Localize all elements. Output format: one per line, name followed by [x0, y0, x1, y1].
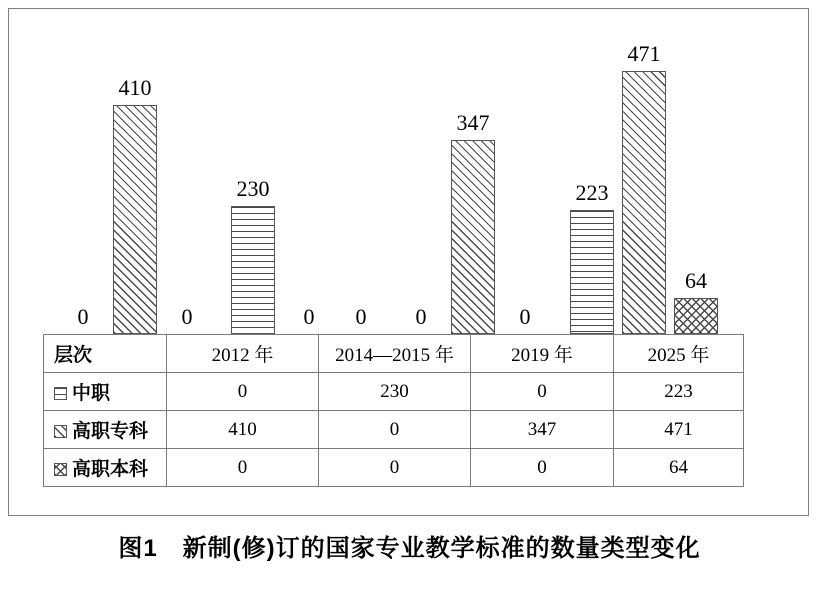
table-col-header-2012: 2012 年 — [167, 335, 319, 373]
legend-swatch-diagonal-lines-icon — [54, 425, 67, 438]
cell-gaozhi-zhuanke-2012: 410 — [167, 411, 319, 449]
bar-label-2014-gaozhi-benke: 0 — [355, 304, 367, 329]
bar-group-2014-2015 — [209, 9, 387, 334]
bar-label-2012-gaozhi-zhuanke: 410 — [118, 75, 152, 100]
legend-label-zhongzhi: 中职 — [72, 383, 111, 404]
table-corner-label: 层次 — [44, 335, 167, 373]
legend-swatch-horizontal-lines-icon — [54, 387, 67, 400]
bar-2012-gaozhi-zhuanke — [113, 105, 157, 334]
bar-label-2012-gaozhi-benke: 0 — [181, 304, 193, 329]
table-header-row — [44, 335, 744, 373]
bar-slot-2012-zhongzhi — [61, 9, 105, 334]
legend-swatch-crosshatch-icon — [54, 463, 67, 476]
cell-zhongzhi-2025: 223 — [614, 373, 744, 411]
table-col-header-2025: 2025 年 — [614, 335, 744, 373]
cell-gaozhi-benke-2019: 0 — [471, 449, 614, 487]
bar-label-2014-zhongzhi: 230 — [236, 176, 270, 201]
bar-group-2019 — [387, 9, 542, 334]
plot-area — [9, 9, 808, 334]
bar-2025-gaozhi-benke — [674, 298, 718, 334]
cell-gaozhi-benke-2012: 0 — [167, 449, 319, 487]
bar-2025-zhongzhi — [570, 210, 614, 334]
bar-slot-2012-gaozhi-benke — [165, 9, 209, 334]
table-row — [44, 373, 744, 411]
cell-gaozhi-zhuanke-2014-2015: 0 — [319, 411, 471, 449]
cell-zhongzhi-2019: 0 — [471, 373, 614, 411]
cell-gaozhi-zhuanke-2019: 347 — [471, 411, 614, 449]
cell-gaozhi-benke-2025: 64 — [614, 449, 744, 487]
bar-slot-2014-zhongzhi — [231, 9, 275, 334]
table-col-header-2019: 2019 年 — [471, 335, 614, 373]
data-table — [43, 334, 744, 487]
bar-slot-2019-gaozhi-zhuanke — [451, 9, 495, 334]
bar-label-2012-zhongzhi: 0 — [77, 304, 89, 329]
bar-label-2019-zhongzhi: 0 — [415, 304, 427, 329]
legend-row-zhongzhi — [44, 373, 167, 411]
table-col-header-2014-2015: 2014—2015 年 — [319, 335, 471, 373]
cell-gaozhi-benke-2014-2015: 0 — [319, 449, 471, 487]
table-row — [44, 411, 744, 449]
cell-gaozhi-zhuanke-2025: 471 — [614, 411, 744, 449]
bar-label-2025-gaozhi-zhuanke: 471 — [627, 41, 661, 66]
bar-label-2025-zhongzhi: 223 — [575, 180, 609, 205]
bar-group-2025 — [542, 9, 743, 334]
bar-2025-gaozhi-zhuanke — [622, 71, 666, 334]
figure-caption: 图1 新制(修)订的国家专业教学标准的数量类型变化 — [118, 535, 701, 562]
bar-label-2025-gaozhi-benke: 64 — [685, 268, 707, 293]
bar-label-2014-gaozhi-zhuanke: 0 — [303, 304, 315, 329]
cell-zhongzhi-2012: 0 — [167, 373, 319, 411]
bar-slot-2019-gaozhi-benke — [503, 9, 547, 334]
bar-group-2012 — [43, 9, 209, 334]
legend-row-gaozhi-zhuanke — [44, 411, 167, 449]
bar-slot-2014-gaozhi-zhuanke — [287, 9, 331, 334]
legend-label-gaozhi-zhuanke: 高职专科 — [72, 421, 149, 442]
table-row — [44, 449, 744, 487]
legend-label-gaozhi-benke: 高职本科 — [72, 459, 149, 480]
bar-label-2019-gaozhi-zhuanke: 347 — [456, 110, 490, 135]
bar-label-2019-gaozhi-benke: 0 — [519, 304, 531, 329]
bar-slot-2012-gaozhi-zhuanke — [113, 9, 157, 334]
chart-frame — [8, 8, 809, 516]
cell-zhongzhi-2014-2015: 230 — [319, 373, 471, 411]
bar-slot-2025-gaozhi-benke — [674, 9, 718, 334]
bar-slot-2019-zhongzhi — [399, 9, 443, 334]
bar-slot-2014-gaozhi-benke — [339, 9, 383, 334]
legend-row-gaozhi-benke — [44, 449, 167, 487]
